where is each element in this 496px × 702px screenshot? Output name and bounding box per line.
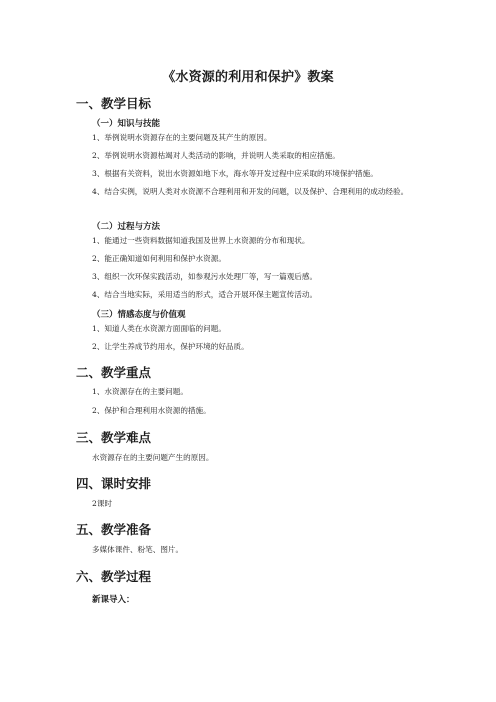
list-item: 2、举例说明水资源枯竭对人类活动的影响，并说明人类采取的相应措施。: [92, 151, 340, 160]
list-item: 2、让学生养成节约用水，保护环境的好品质。: [92, 342, 249, 351]
schedule-text: 2课时: [92, 499, 113, 508]
list-item: 2、保护和合理利用水资源的措施。: [92, 406, 211, 415]
preparation-text: 多媒体课件、粉笔、图片。: [92, 545, 184, 554]
list-item: 3、根据有关资料，说出水资源如地下水，海水等开发过程中应采取的环境保护措施。: [92, 169, 378, 178]
section-heading-procedure: 六、教学过程: [76, 569, 152, 584]
subheading-knowledge: （一）知识与技能: [92, 119, 161, 129]
subheading-lesson-intro: 新课导入：: [92, 595, 135, 605]
section-heading-schedule: 四、课时安排: [76, 476, 152, 491]
list-item: 1、知道人类在水资源方面面临的问题。: [92, 324, 226, 333]
list-item: 1、能通过一些资料数据知道我国及世界上水资源的分布和现状。: [92, 236, 310, 245]
list-item: 3、组织一次环保实践活动，如参观污水处理厂等，写一篇观后感。: [92, 272, 318, 281]
subheading-process: （二）过程与方法: [92, 222, 161, 232]
list-item: 4、结合实例，说明人类对水资源不合理利用和开发的问题，以及保护、合理利用的成动经验。: [92, 187, 409, 196]
list-item: 1、水资源存在的主要问题。: [92, 387, 188, 396]
subheading-attitude: （三）情感态度与价值观: [92, 310, 186, 320]
document-title: 《水资源的利用和保护》教案: [162, 70, 334, 85]
section-heading-difficulties: 三、教学难点: [76, 430, 152, 445]
section-heading-goals: 一、教学目标: [76, 96, 152, 111]
list-item: 2、能正确知道如何利用和保护水资源。: [92, 254, 226, 263]
difficulty-text: 水资源存在的主要问题产生的原因。: [92, 453, 214, 462]
section-heading-key-points: 二、教学重点: [76, 365, 152, 380]
list-item: 4、结合当地实际，采用适当的形式，适合开展环保主题宣传活动。: [92, 290, 318, 299]
section-heading-preparation: 五、教学准备: [76, 522, 152, 537]
list-item: 1、举例说明水资源存在的主要问题及其产生的原因。: [92, 133, 272, 142]
